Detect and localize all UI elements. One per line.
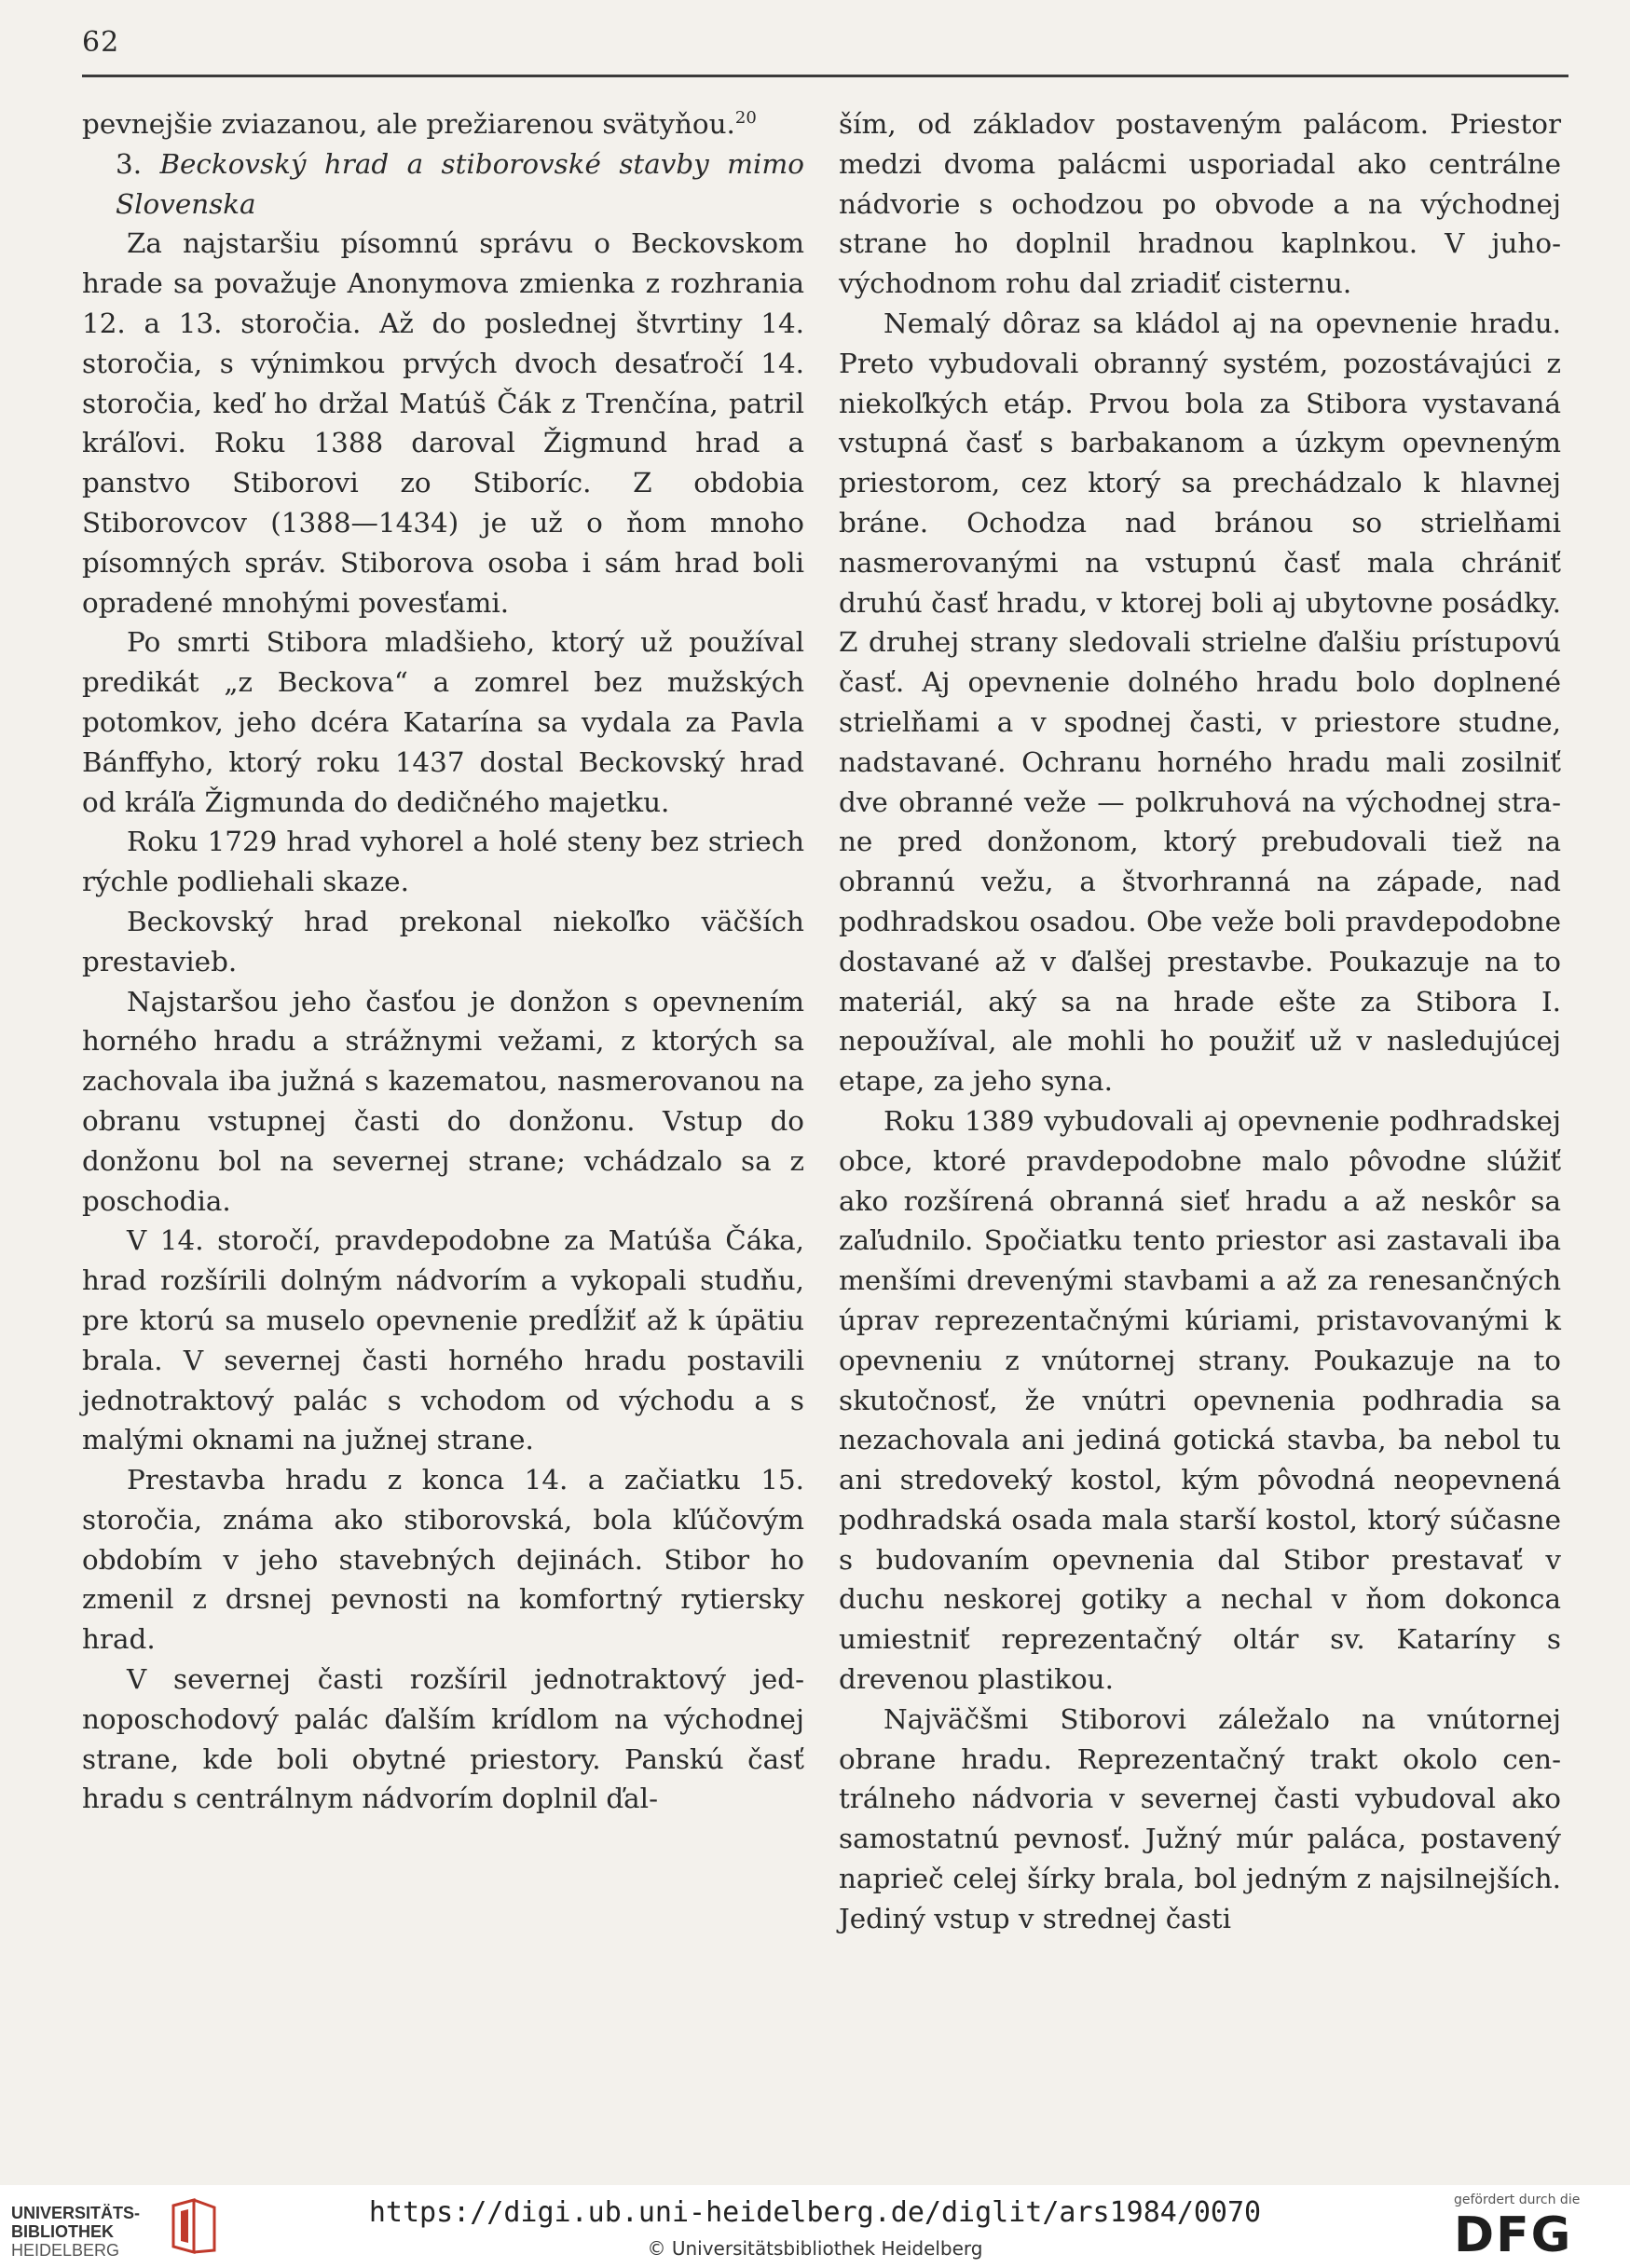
viewer-footer [0,2185,1630,2268]
section-number: 3. [116,147,143,180]
paragraph: V severnej časti rozšíril jednotraktový jednoposchodový palác ďalším krídlom na východnej strane, kde boli obytné priestory. Panskú časť hradu s centrálnym nádvorím doplnil ďal- [82,1663,804,1815]
library-name-line: HEIDELBERG [11,2241,120,2260]
paragraph: Za najstaršiu písomnú správu o Beckovskom hrade sa považuje Anonymova zmienka z rozhrania 12. a 13. storočia. Až do poslednej štvrtiny 14. storočia, s výnimkou prvých dvoch desaťročí 14. storočia, keď ho držal Matúš Čák z Trenčína, patril kráľovi. Roku 1388 daroval Žigmund hrad a panstvo Stiborovi zo Stiboríc. Z obdobia Stiborovcov (1388—1434) je už o ňom mnoho písomných správ. Stiborova osoba i sám hrad boli opradené mnohými povesťami. [82,227,804,619]
paragraph: Prestavba hradu z konca 14. a začiatku 15. storočia, známa ako stiborovská, bola kľúčovým obdobím v jeho stavebných dejinách. Stibor ho zmenil z drsnej pevnosti na komfortný rytiersky hrad. [82,1464,804,1656]
paragraph: Roku 1389 vybudovali aj opevnenie podhradskej obce, ktoré pravdepodobne malo pôvodne slúžiť ako rozšírená obranná sieť hradu a až neskôr sa zaľudnilo. Spočiatku tento priestor asi zastavali iba menšími drevenými stavbami a až za renesančných úprav reprezentačnými kúriami, pristavovanými k opevneniu z vnútornej strany. Poukazuje na to skutočnosť, že vnútri opevnenia podhradia sa nezachovala ani jediná gotická stavba, ba nebol tu ani stredoveký kostol, kým pôvodná neopevnená podhradská osada mala starší kostol, ktorý súčasne s budovaním opevnenia dal Stibor prestavať v duchu neskorej gotiky a nechal v ňom dokonca umiestniť reprezentačný oltár sv. Kataríny s drevenou plastikou. [839,1104,1561,1696]
funding-label: gefördert durch die [1454,2193,1581,2207]
paragraph: Najstaršou jeho časťou je donžon s opevnením horného hradu a strážnymi vežami, z ktorých sa zachovala iba južná s kazematou, nasmerovanou na obranu vstupnej časti do donžonu. Vstup do donžonu bol na severnej strane; vchádzalo sa z poschodia. [82,985,804,1217]
page-number: 62 [82,26,120,59]
paragraph: V 14. storočí, pravdepodobne za Matúša Čáka, hrad rozšírili dolným nádvorím a vykopali studňu, pre ktorú sa muselo opevnenie predĺžiť až k úpätiu brala. V severnej časti horného hradu postavili jednotraktový palác s vchodom od východu a s malými oknami na južnej strane. [82,1224,804,1456]
paragraph: Roku 1729 hrad vyhorel a holé steny bez striech rýchle podliehali skaze. [82,826,804,898]
section-heading [82,144,804,225]
paragraph: Beckovský hrad prekonal niekoľko väčších prestavieb. [82,905,804,977]
library-name-line: UNIVERSITÄTS- [11,2204,141,2222]
paragraph: Nemalý dôraz sa kládol aj na opevnenie hradu. Preto vybudovali obranný systém, pozostávajúci z niekoľkých etáp. Prvou bola za Stibora vystavaná vstupná časť s barbakanom a úzkym opevneným priestorom, cez ktorý sa prechádzalo k hlavnej bráne. Ochodza nad bránou so strielňami nasmerovanými na vstupnú časť mala chrániť druhú časť hradu, v ktorej boli aj ubytovne posádky. Z druhej strany sledovali strielne ďalšiu prístupovú časť. Aj opevnenie dolného hradu bolo doplnené strielňami a v spodnej časti, v priestore studne, nadstavané. Ochranu horného hradu mali zosilniť dve obranné veže — polkruhová na východnej strane pred donžonom, ktorý prebudovali tiež na obrannú vežu, a štvorhranná na západe, nad podhradskou osadou. Obe veže boli pravdepodobne dostavané až v ďalšej prestavbe. Poukazuje na to materiál, aký sa na hrade ešte za Stibora I. nepoužíval, ale mohli ho použiť už v nasledujúcej etape, za jeho syna. [839,307,1561,1098]
continuation-paragraph: ším, od základov postaveným palácom. Priestor medzi dvoma palácmi usporiadal ako centrálne nádvorie s ochodzou po obvode a na východnej strane ho doplnil hradnou kaplnkou. V juhovýchodnom rohu dal zriadiť cisternu. [839,108,1561,300]
paragraph: Po smrti Stibora mladšieho, ktorý už používal predikát „z Beckova“ a zomrel bez mužských potomkov, jeho dcéra Katarína sa vydala za Pavla Bánffyho, ktorý roku 1437 dostal Beckovský hrad od kráľa Žigmunda do dedičného majetku. [82,626,804,818]
left-column [82,104,804,1819]
header-rule [82,75,1568,77]
intro-text: pevnejšie zviazanou, ale prežiarenou svätyňou. [82,108,735,140]
intro-paragraph [82,104,804,144]
right-column [839,104,1561,1939]
paragraph: Najväčšmi Stiborovi záležalo na vnútornej obrane hradu. Reprezentačný trakt okolo centrálneho nádvoria v severnej časti vybudoval ako samostatnú pevnosť. Južný múr paláca, postavený naprieč celej šírky brala, bol jedným z najsilnejších. Jediný vstup v strednej časti [839,1702,1561,1934]
library-name-line: BIBLIOTHEK [11,2222,114,2241]
footnote-ref[interactable]: 20 [734,108,757,129]
dfg-logo[interactable]: DFG [1454,2207,1573,2263]
copyright-notice: © Universitätsbibliothek Heidelberg [647,2237,983,2260]
permalink-url[interactable]: https://digi.ub.uni-heidelberg.de/diglit/ars1984/0070 [368,2196,1262,2229]
section-title: Beckovský hrad a stiborovské stavby mimo Slovenska [116,147,804,220]
